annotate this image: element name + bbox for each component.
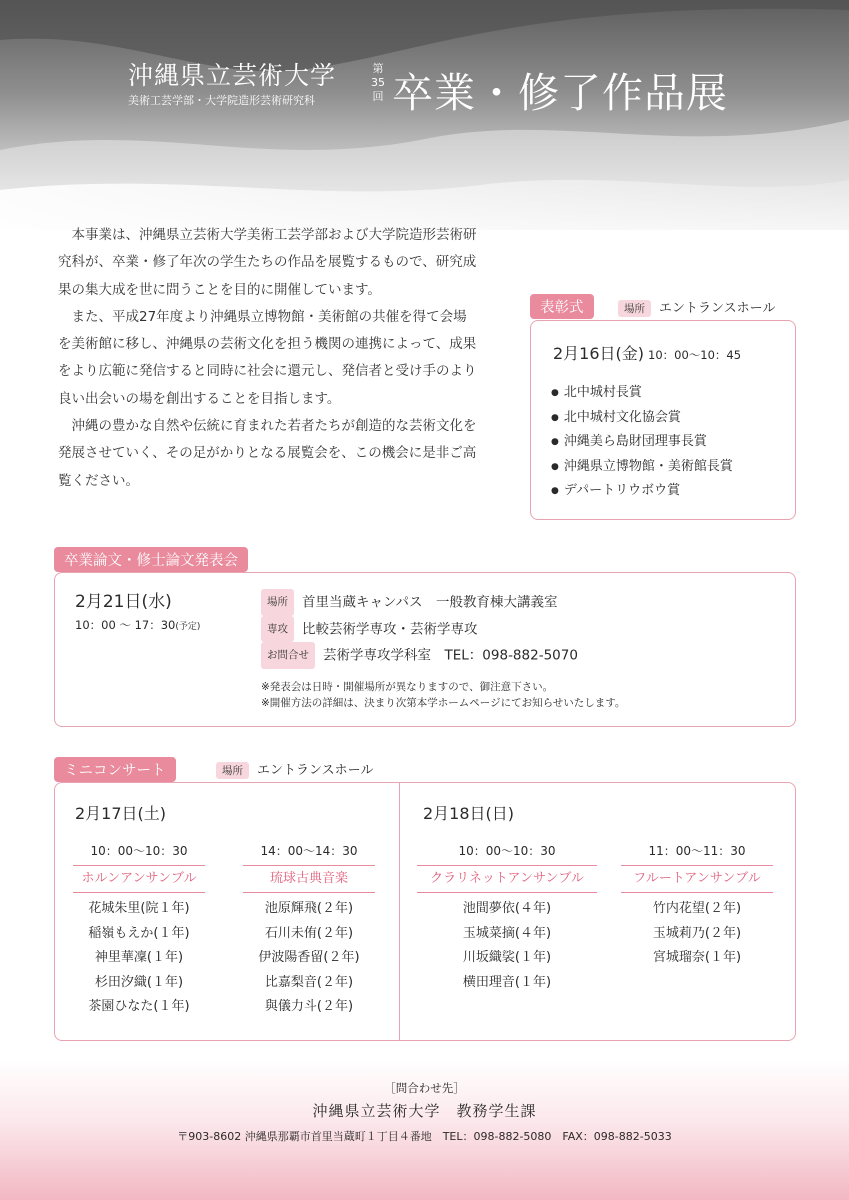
concert-place — [216, 759, 373, 779]
concert-place-text: エントランスホール — [257, 763, 374, 778]
header-banner — [0, 0, 849, 230]
award-date-text: 2月16日(金) — [553, 344, 645, 363]
award-item: ● 北中城村長賞 — [551, 381, 733, 406]
thesis-time-note: (予定) — [175, 622, 201, 632]
footer-department: 沖縄県立芸術大学 教務学生課 — [312, 1102, 537, 1120]
faculty-name: 美術工芸学部・大学院造形芸術研究科 — [128, 94, 315, 107]
slot-time: 14：00〜14：30 — [260, 844, 358, 858]
concert-slot — [243, 843, 375, 1020]
thesis-contact-row — [261, 642, 578, 669]
award-item: ● 沖縄県立博物館・美術館長賞 — [551, 455, 733, 480]
award-ceremony-box — [530, 320, 796, 520]
thesis-presentation-label: 卒業論文・修士論文発表会 — [54, 547, 248, 572]
award-item: ● 北中城村文化協会賞 — [551, 406, 733, 431]
thesis-place: 首里当蔵キャンパス 一般教育棟大講義室 — [302, 594, 558, 611]
slot-member-list — [417, 897, 597, 995]
slot-group-name: フルートアンサンブル — [621, 865, 773, 893]
member-name: 宮城瑠奈(１年) — [652, 950, 742, 965]
thesis-contact: 芸術学専攻学科室 TEL：098-882-5070 — [323, 647, 578, 664]
member-name: 與儀力斗(２年) — [264, 999, 354, 1014]
member-name: 稲嶺もえか(１年) — [88, 925, 190, 941]
award-item: ● 沖縄美ら島財団理事長賞 — [551, 430, 733, 455]
member-name: 神里華凜(１年) — [94, 950, 184, 965]
slot-member-list — [621, 897, 773, 971]
intro-text — [58, 222, 478, 495]
member-name: 池間夢依(４年) — [462, 901, 552, 916]
thesis-presentation-box — [54, 572, 796, 727]
member-name: 伊波陽香留(２年) — [258, 950, 360, 965]
concert-day-date: 2月17日(土) — [75, 804, 167, 823]
member-name: 竹内花望(２年) — [652, 901, 742, 916]
member-name: 横田理音(１年) — [462, 974, 552, 990]
mini-concert-label: ミニコンサート — [54, 757, 176, 782]
thesis-place-row — [261, 589, 578, 616]
award-item: ● デパートリウボウ賞 — [551, 479, 733, 504]
concert-slot — [621, 843, 773, 971]
award-time: 10：00〜10：45 — [648, 348, 742, 362]
thesis-note-1: ※発表会は日時・開催場所が異なりますので、御注意下さい。 — [261, 681, 554, 693]
footer-contact-label: ［問合わせ先］ — [384, 1081, 465, 1095]
slot-group-name: クラリネットアンサンブル — [417, 865, 597, 893]
slot-group-name: 琉球古典音楽 — [243, 865, 375, 893]
thesis-notes — [261, 679, 625, 711]
thesis-details — [261, 589, 578, 669]
exhibition-title: 卒業・修了作品展 — [392, 69, 728, 117]
intro-paragraph-1: 本事業は、沖縄県立芸術大学美術工芸学部および大学院造形芸術研究科が、卒業・修了年次の学生たちの作品を展覧するもので、研究成果の集大成を世に問うことを目的に開催しています。 — [58, 227, 477, 298]
mini-concert-box — [54, 782, 796, 1041]
member-name: 川坂織裟(１年) — [462, 950, 552, 965]
intro-paragraph-3: 沖縄の豊かな自然や伝統に育まれた若者たちが創造的な芸術文化を発展させていく、その足がかりとなる展覧会を、この機会に是非ご高覧ください。 — [58, 418, 477, 489]
slot-group-name: ホルンアンサンブル — [73, 865, 205, 893]
member-name: 茶園ひなた(１年) — [88, 999, 190, 1014]
concert-slot — [73, 843, 205, 1020]
thesis-place-tag: 場所 — [261, 589, 294, 616]
concert-divider — [399, 783, 400, 1041]
member-name: 池原輝飛(２年) — [264, 901, 354, 916]
award-place-text: エントランスホール — [659, 301, 776, 316]
award-date — [553, 341, 741, 364]
member-name: 石川未侑(２年) — [264, 925, 354, 941]
award-ceremony-label: 表彰式 — [530, 294, 594, 319]
slot-time: 10：00〜10：30 — [458, 844, 556, 858]
concert-day-date: 2月18日(日) — [423, 804, 515, 823]
thesis-note-2: ※開催方法の詳細は、決まり次第本学ホームページにてお知らせいたします。 — [261, 697, 626, 709]
thesis-time-text: 10：00 〜 17：30 — [75, 618, 176, 632]
edition-label: 第35回 — [371, 62, 385, 103]
thesis-date: 2月21日(水) — [75, 592, 172, 612]
university-name: 沖縄県立芸術大学 — [128, 61, 337, 90]
member-name: 玉城莉乃(２年) — [652, 925, 742, 941]
thesis-major-tag: 専攻 — [261, 616, 294, 643]
slot-member-list — [73, 897, 205, 1020]
award-place-tag: 場所 — [618, 300, 651, 317]
concert-slot — [417, 843, 597, 995]
member-name: 比嘉梨音(２年) — [264, 974, 354, 990]
slot-time: 11：00〜11：30 — [648, 844, 746, 858]
award-place — [618, 297, 775, 317]
concert-place-tag: 場所 — [216, 762, 249, 779]
award-list — [551, 381, 733, 504]
member-name: 花城朱里(院１年) — [88, 901, 190, 916]
thesis-contact-tag: お問合せ — [261, 642, 315, 669]
slot-member-list — [243, 897, 375, 1020]
member-name: 玉城菜摘(４年) — [462, 925, 552, 941]
slot-time: 10：00〜10：30 — [90, 844, 188, 858]
thesis-major: 比較芸術学専攻・芸術学専攻 — [302, 620, 478, 637]
thesis-major-row — [261, 616, 578, 643]
intro-paragraph-2: また、平成27年度より沖縄県立博物館・美術館の共催を得て会場を美術館に移し、沖縄県の芸術文化を担う機関の連携によって、成果をより広範に発信すると同時に社会に還元し、発信者と受け手のより良い出会いの場を創出することを目指します。 — [58, 308, 477, 407]
thesis-time — [75, 617, 200, 633]
footer-address: 〒903-8602 沖縄県那覇市首里当蔵町１丁目４番地 TEL：098-882-5080 FAX：098-882-5033 — [177, 1130, 672, 1143]
member-name: 杉田汐織(１年) — [94, 974, 184, 990]
